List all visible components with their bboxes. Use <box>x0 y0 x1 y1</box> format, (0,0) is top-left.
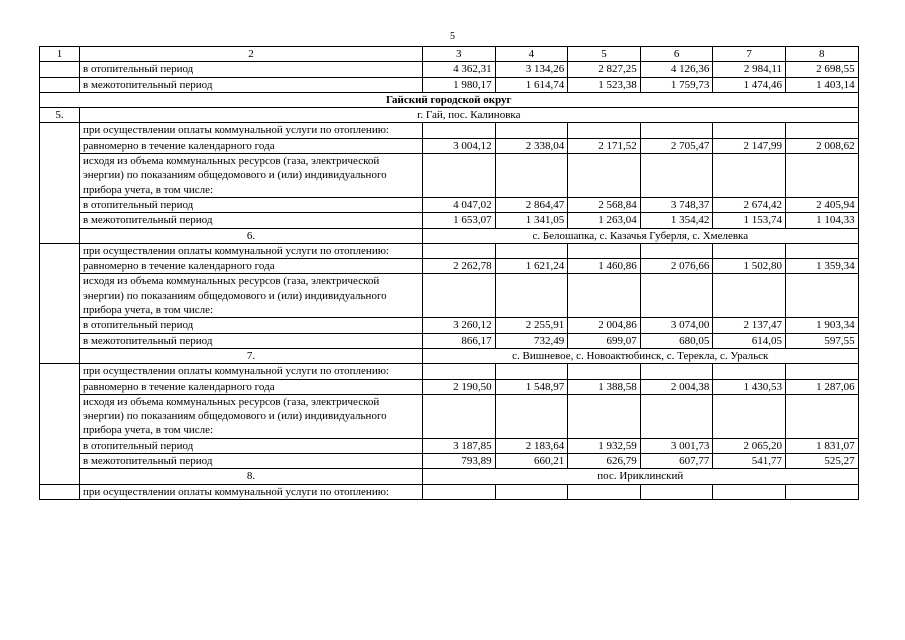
value-cell: 3 187,85 <box>423 438 496 453</box>
value-cell: 3 001,73 <box>640 438 713 453</box>
value-cell <box>423 274 496 318</box>
value-cell: 1 903,34 <box>785 318 858 333</box>
district-row <box>40 92 859 107</box>
value-cell <box>713 154 786 198</box>
value-cell: 3 748,37 <box>640 197 713 212</box>
value-cell: 2 262,78 <box>423 259 496 274</box>
value-cell <box>568 394 641 438</box>
value-cell: 1 153,74 <box>713 213 786 228</box>
page-number: 5 <box>450 31 455 42</box>
value-cell <box>785 243 858 258</box>
section-header-row <box>40 228 859 243</box>
column-number: 6 <box>640 47 713 62</box>
value-cell: 541,77 <box>713 454 786 469</box>
table-row <box>40 333 859 348</box>
value-cell <box>423 394 496 438</box>
value-cell: 793,89 <box>423 454 496 469</box>
value-cell <box>568 123 641 138</box>
tariff-table <box>39 46 859 500</box>
table-row <box>40 197 859 212</box>
value-cell: 1 523,38 <box>568 77 641 92</box>
value-cell <box>713 394 786 438</box>
value-cell <box>713 484 786 499</box>
value-cell: 2 004,38 <box>640 379 713 394</box>
section-location: г. Гай, пос. Калиновка <box>80 108 859 123</box>
value-cell <box>568 243 641 258</box>
value-cell: 2 827,25 <box>568 62 641 77</box>
value-cell: 732,49 <box>495 333 568 348</box>
value-cell: 1 460,86 <box>568 259 641 274</box>
row-label: равномерно в течение календарного года <box>80 379 423 394</box>
section-index: 8. <box>80 469 423 484</box>
value-cell: 1 759,73 <box>640 77 713 92</box>
value-cell <box>568 274 641 318</box>
value-cell: 2 864,47 <box>495 197 568 212</box>
value-cell: 2 065,20 <box>713 438 786 453</box>
value-cell <box>785 364 858 379</box>
value-cell: 4 126,36 <box>640 62 713 77</box>
value-cell: 660,21 <box>495 454 568 469</box>
table-row <box>40 274 859 318</box>
value-cell <box>495 154 568 198</box>
row-label: в межотопительный период <box>80 77 423 92</box>
value-cell: 1 548,97 <box>495 379 568 394</box>
value-cell: 2 255,91 <box>495 318 568 333</box>
value-cell: 680,05 <box>640 333 713 348</box>
value-cell: 2 405,94 <box>785 197 858 212</box>
value-cell <box>568 154 641 198</box>
value-cell: 597,55 <box>785 333 858 348</box>
table-row <box>40 484 859 499</box>
table-row <box>40 379 859 394</box>
value-cell <box>423 123 496 138</box>
index-cell <box>40 243 80 363</box>
row-label: исходя из объема коммунальных ресурсов (газа, электрической энергии) по показаниям общедомового и (или) индивидуального прибора учета, в том числе: <box>80 394 423 438</box>
value-cell: 2 190,50 <box>423 379 496 394</box>
value-cell: 1 621,24 <box>495 259 568 274</box>
table-row <box>40 154 859 198</box>
table-row <box>40 259 859 274</box>
row-label: в межотопительный период <box>80 454 423 469</box>
row-label: в межотопительный период <box>80 333 423 348</box>
value-cell <box>713 123 786 138</box>
value-cell: 2 674,42 <box>713 197 786 212</box>
value-cell: 2 137,47 <box>713 318 786 333</box>
value-cell <box>495 364 568 379</box>
column-number: 5 <box>568 47 641 62</box>
row-label: в отопительный период <box>80 62 423 77</box>
row-label: в отопительный период <box>80 197 423 212</box>
value-cell: 1 932,59 <box>568 438 641 453</box>
value-cell <box>423 484 496 499</box>
value-cell <box>423 154 496 198</box>
value-cell: 866,17 <box>423 333 496 348</box>
table-row <box>40 318 859 333</box>
section-location: пос. Ириклинский <box>423 469 859 484</box>
value-cell <box>495 484 568 499</box>
row-label: в отопительный период <box>80 318 423 333</box>
value-cell <box>568 364 641 379</box>
row-label: при осуществлении оплаты коммунальной услуги по отоплению: <box>80 484 423 499</box>
value-cell <box>640 484 713 499</box>
column-number: 7 <box>713 47 786 62</box>
value-cell: 3 134,26 <box>495 62 568 77</box>
value-cell <box>785 484 858 499</box>
column-number-row <box>40 47 859 62</box>
index-cell <box>40 484 80 499</box>
index-cell <box>40 364 80 484</box>
value-cell: 2 076,66 <box>640 259 713 274</box>
value-cell: 614,05 <box>713 333 786 348</box>
section-location: с. Белошапка, с. Казачья Губерля, с. Хмелевка <box>423 228 859 243</box>
value-cell: 3 260,12 <box>423 318 496 333</box>
column-number: 1 <box>40 47 80 62</box>
section-index: 7. <box>80 348 423 363</box>
table-row <box>40 438 859 453</box>
section-index: 5. <box>40 108 80 123</box>
value-cell <box>495 274 568 318</box>
section-header-row <box>40 108 859 123</box>
value-cell <box>640 123 713 138</box>
row-label: исходя из объема коммунальных ресурсов (газа, электрической энергии) по показаниям общедомового и (или) индивидуального прибора учета, в том числе: <box>80 154 423 198</box>
value-cell: 1 287,06 <box>785 379 858 394</box>
value-cell <box>640 154 713 198</box>
value-cell <box>423 243 496 258</box>
value-cell <box>785 123 858 138</box>
value-cell <box>495 394 568 438</box>
value-cell <box>495 243 568 258</box>
value-cell <box>640 364 713 379</box>
table-row <box>40 364 859 379</box>
value-cell: 1 354,42 <box>640 213 713 228</box>
value-cell <box>785 154 858 198</box>
table-row <box>40 123 859 138</box>
row-label: в отопительный период <box>80 438 423 453</box>
value-cell: 1 104,33 <box>785 213 858 228</box>
value-cell <box>785 274 858 318</box>
value-cell <box>640 243 713 258</box>
value-cell: 1 980,17 <box>423 77 496 92</box>
value-cell: 2 698,55 <box>785 62 858 77</box>
value-cell: 1 263,04 <box>568 213 641 228</box>
section-header-row <box>40 348 859 363</box>
value-cell: 2 171,52 <box>568 138 641 153</box>
index-cell <box>40 62 80 77</box>
value-cell: 2 147,99 <box>713 138 786 153</box>
value-cell: 1 614,74 <box>495 77 568 92</box>
value-cell: 2 984,11 <box>713 62 786 77</box>
value-cell: 1 403,14 <box>785 77 858 92</box>
value-cell <box>713 243 786 258</box>
value-cell: 2 183,64 <box>495 438 568 453</box>
row-label: в межотопительный период <box>80 213 423 228</box>
table-row <box>40 77 859 92</box>
value-cell <box>713 364 786 379</box>
section-location: с. Вишневое, с. Новоактюбинск, с. Терекла, с. Уральск <box>423 348 859 363</box>
value-cell: 1 430,53 <box>713 379 786 394</box>
table-row <box>40 243 859 258</box>
table-row <box>40 138 859 153</box>
value-cell: 2 004,86 <box>568 318 641 333</box>
value-cell: 699,07 <box>568 333 641 348</box>
value-cell: 4 362,31 <box>423 62 496 77</box>
section-header-row <box>40 469 859 484</box>
value-cell: 1 359,34 <box>785 259 858 274</box>
value-cell <box>568 484 641 499</box>
value-cell: 2 338,04 <box>495 138 568 153</box>
value-cell: 1 341,05 <box>495 213 568 228</box>
value-cell: 626,79 <box>568 454 641 469</box>
value-cell <box>640 274 713 318</box>
column-number: 4 <box>495 47 568 62</box>
value-cell: 2 568,84 <box>568 197 641 212</box>
value-cell: 4 047,02 <box>423 197 496 212</box>
table-row <box>40 454 859 469</box>
value-cell: 607,77 <box>640 454 713 469</box>
value-cell: 1 653,07 <box>423 213 496 228</box>
value-cell: 2 705,47 <box>640 138 713 153</box>
row-label: исходя из объема коммунальных ресурсов (газа, электрической энергии) по показаниям общедомового и (или) индивидуального прибора учета, в том числе: <box>80 274 423 318</box>
value-cell <box>640 394 713 438</box>
value-cell <box>423 364 496 379</box>
value-cell: 2 008,62 <box>785 138 858 153</box>
row-label: при осуществлении оплаты коммунальной услуги по отоплению: <box>80 243 423 258</box>
value-cell: 3 074,00 <box>640 318 713 333</box>
value-cell: 1 502,80 <box>713 259 786 274</box>
value-cell <box>785 394 858 438</box>
value-cell: 1 474,46 <box>713 77 786 92</box>
value-cell <box>713 274 786 318</box>
value-cell <box>495 123 568 138</box>
column-number: 8 <box>785 47 858 62</box>
table-row <box>40 394 859 438</box>
value-cell: 1 388,58 <box>568 379 641 394</box>
row-label: при осуществлении оплаты коммунальной услуги по отоплению: <box>80 123 423 138</box>
column-number: 3 <box>423 47 496 62</box>
index-cell <box>40 123 80 243</box>
row-label: при осуществлении оплаты коммунальной услуги по отоплению: <box>80 364 423 379</box>
table-row <box>40 213 859 228</box>
district-title: Гайский городской округ <box>40 92 859 107</box>
row-label: равномерно в течение календарного года <box>80 138 423 153</box>
value-cell: 1 831,07 <box>785 438 858 453</box>
value-cell: 525,27 <box>785 454 858 469</box>
section-index: 6. <box>80 228 423 243</box>
index-cell <box>40 77 80 92</box>
column-number: 2 <box>80 47 423 62</box>
row-label: равномерно в течение календарного года <box>80 259 423 274</box>
value-cell: 3 004,12 <box>423 138 496 153</box>
table-row <box>40 62 859 77</box>
